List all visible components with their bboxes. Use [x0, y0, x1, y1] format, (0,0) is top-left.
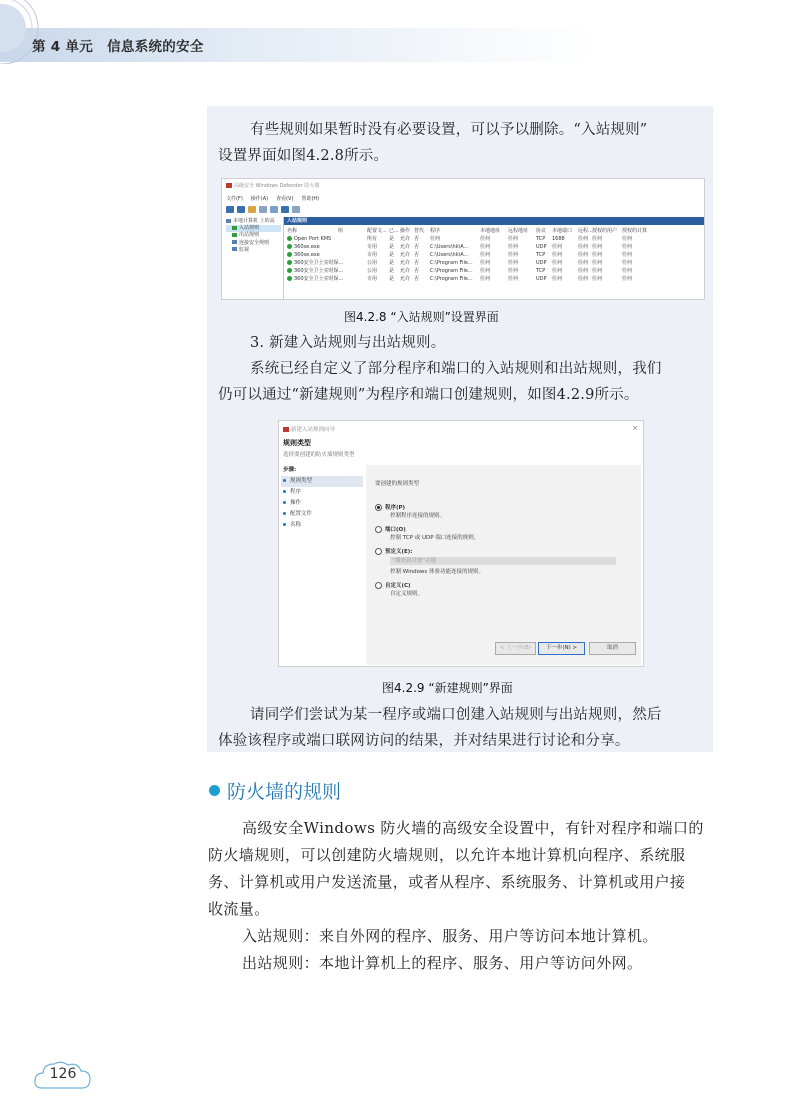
rule-name: 360se.exe [294, 252, 320, 258]
activity-para1-line1: 有些规则如果暂时没有必要设置，可以予以删除。“入站规则” [250, 122, 648, 138]
column-header: 授权的计算 [622, 228, 648, 234]
forward-icon[interactable] [237, 206, 245, 213]
fig1-pane-title: 入站规则 [284, 217, 704, 225]
option-port[interactable]: 端口(O) [375, 525, 406, 533]
column-header: 替代 [414, 228, 425, 234]
fig1-window-title: 高级安全 Windows Defender 防火墙 [226, 182, 319, 189]
option-program-desc: 控制程序连接的规则。 [390, 513, 446, 519]
section-para1-line2: 防火墙规则，可以创建防火墙规则，以允许本地计算机向程序、系统服 [208, 846, 686, 864]
column-header: 已... [389, 228, 399, 234]
fig1-tree [226, 218, 281, 254]
activity-para2-line2: 仍可以通过“新建规则”为程序和端口创建规则，如图4.2.9所示。 [218, 387, 639, 403]
table-cell: 专用 [367, 244, 378, 250]
table-cell: TCP [536, 236, 546, 242]
table-cell: 任何 [578, 244, 589, 250]
table-cell: C:\Program File... [430, 268, 473, 274]
table-cell: 任何 [622, 268, 633, 274]
column-header: 名称 [287, 228, 298, 234]
table-cell: 任何 [578, 260, 589, 266]
firewall-inbound-rules-screenshot [221, 178, 705, 300]
fig2-question: 要创建的规则类型 [375, 481, 420, 487]
table-cell [287, 259, 343, 267]
table-cell: 是 [389, 276, 395, 282]
page-number: 126 [49, 1066, 77, 1082]
back-icon[interactable] [226, 206, 234, 213]
table-cell: 任何 [508, 236, 519, 242]
table-cell: 是 [389, 252, 395, 258]
step-action: 操作 [281, 498, 363, 509]
tree-root[interactable]: 本地计算机 上的高 [226, 218, 281, 225]
table-cell: 任何 [508, 252, 519, 258]
table-cell: 允许 [400, 276, 411, 282]
activity-para2-line1: 系统已经自定义了部分程序和端口的入站规则和出站规则，我们 [250, 361, 662, 377]
table-cell: 否 [414, 260, 420, 266]
tree-inbound[interactable]: 入站规则 [226, 225, 281, 232]
properties-icon[interactable] [259, 206, 267, 213]
column-header: 远程... [578, 228, 593, 234]
table-cell: 任何 [592, 244, 603, 250]
menu-action[interactable]: 操作(A) [250, 196, 269, 202]
option-port-desc: 控制 TCP 或 UDP 端口连接的规则。 [390, 535, 480, 541]
column-header: 本地端口 [552, 228, 573, 234]
table-cell [287, 235, 331, 243]
rule-enabled-icon [287, 236, 292, 241]
table-cell [287, 243, 320, 251]
activity-step3: 3. 新建入站规则与出站规则。 [250, 335, 446, 351]
activity-para1-line2: 设置界面如图4.2.8所示。 [218, 148, 389, 164]
section-title: 防火墙的规则 [227, 781, 342, 803]
table-cell: 任何 [592, 260, 603, 266]
fig1-rules-pane [283, 217, 704, 299]
rule-enabled-icon [287, 252, 292, 257]
new-rule-wizard-screenshot [278, 420, 644, 667]
unit-label: 第 4 单元 [32, 39, 94, 55]
fig1-menubar [226, 195, 327, 202]
table-cell: TCP [536, 252, 546, 258]
step-program: 程序 [281, 487, 363, 498]
table-cell [287, 275, 343, 283]
table-cell: 允许 [400, 252, 411, 258]
section-bullet-icon [209, 785, 220, 796]
unit-title: 信息系统的安全 [107, 39, 204, 55]
fig1-toolbar [226, 206, 303, 215]
table-cell: 任何 [508, 244, 519, 250]
table-cell: 任何 [622, 244, 633, 250]
option-custom[interactable]: 自定义(C) [375, 581, 411, 589]
table-cell: 任何 [480, 276, 491, 282]
column-header: 授权的用户 [592, 228, 618, 234]
table-cell: 任何 [480, 244, 491, 250]
rule-name: 360安全卫士实时保... [294, 260, 344, 266]
section-para1-line1: 高级安全Windows 防火墙的高级安全设置中，有针对程序和端口的 [242, 819, 704, 837]
table-cell: 任何 [578, 236, 589, 242]
table-cell: UDP [536, 260, 547, 266]
section-para1-line3: 务、计算机或用户发送流量，或者从程序、系统服务、计算机或用户接 [208, 873, 686, 891]
firewall-app-icon [283, 427, 289, 432]
table-cell: 否 [414, 244, 420, 250]
table-cell: C:\Program File... [430, 276, 473, 282]
table-cell: 否 [414, 236, 420, 242]
table-cell: 任何 [552, 276, 563, 282]
table-cell: 任何 [508, 276, 519, 282]
fig2-steps [281, 465, 363, 531]
table-cell: 任何 [622, 236, 633, 242]
section-para2: 入站规则：来自外网的程序、服务、用户等访问本地计算机。 [242, 927, 658, 945]
column-header: 操作 [400, 228, 411, 234]
table-cell: UDP [536, 244, 547, 250]
steps-label: 步骤: [283, 467, 297, 473]
rule-enabled-icon [287, 268, 292, 273]
figure2-caption: 图4.2.9 “新建规则”界面 [382, 681, 513, 695]
next-button[interactable]: 下一步(N) > [538, 642, 585, 655]
table-cell: 任何 [578, 252, 589, 258]
table-cell: 任何 [552, 268, 563, 274]
table-cell: 公用 [367, 268, 378, 274]
table-cell [287, 251, 320, 259]
table-cell: 允许 [400, 260, 411, 266]
table-cell: 任何 [552, 252, 563, 258]
rule-name: 360安全卫士实时保... [294, 268, 344, 274]
help-icon[interactable] [281, 206, 289, 213]
table-cell: 任何 [592, 268, 603, 274]
fig2-heading: 规则类型 [283, 439, 311, 447]
rule-enabled-icon [287, 260, 292, 265]
fig2-main-pane [366, 465, 641, 665]
table-cell: 任何 [480, 236, 491, 242]
table-cell: 任何 [622, 260, 633, 266]
column-header: 协议 [536, 228, 547, 234]
table-cell: 1688 [552, 236, 565, 242]
table-cell: 任何 [552, 244, 563, 250]
table-cell: C:\Users\hk\A... [430, 244, 469, 250]
tree-outbound[interactable]: 出站规则 [226, 232, 281, 239]
figure1-caption: 图4.2.8 “入站规则”设置界面 [344, 310, 499, 324]
rule-name: 360se.exe [294, 244, 320, 250]
chapter-header [32, 35, 218, 55]
back-button[interactable]: < 上一步(B) [495, 642, 536, 655]
table-cell: C:\Program File... [430, 260, 473, 266]
table-cell: UDP [536, 276, 547, 282]
table-cell: TCP [536, 268, 546, 274]
table-cell: 任何 [622, 252, 633, 258]
column-header: 组 [338, 228, 344, 234]
menu-file[interactable]: 文件(F) [226, 196, 243, 202]
predefined-dropdown[interactable]: “播放到设备”功能 [390, 557, 616, 565]
table-cell: 任何 [592, 236, 603, 242]
table-cell: 任何 [480, 268, 491, 274]
table-cell: 公用 [367, 260, 378, 266]
table-cell: 任何 [480, 252, 491, 258]
folder-icon[interactable] [248, 206, 256, 213]
table-cell: 是 [389, 268, 395, 274]
table-cell: C:\Users\hk\A... [430, 252, 469, 258]
activity-para3-line1: 请同学们尝试为某一程序或端口创建入站规则与出站规则，然后 [250, 707, 662, 723]
rule-enabled-icon [287, 244, 292, 249]
column-header: 远程地址 [508, 228, 529, 234]
tree-connection-security[interactable]: 连接安全规则 [226, 240, 281, 247]
menu-view[interactable]: 查看(V) [276, 196, 294, 202]
column-header: 配置文... [367, 228, 387, 234]
export-icon[interactable] [270, 206, 278, 213]
table-cell: 任何 [480, 260, 491, 266]
option-predefined[interactable]: 预定义(E): [375, 547, 412, 555]
table-cell: 否 [414, 268, 420, 274]
table-cell: 任何 [508, 268, 519, 274]
console-icon[interactable] [292, 206, 300, 213]
table-cell: 允许 [400, 244, 411, 250]
table-cell: 任何 [430, 236, 441, 242]
firewall-app-icon [226, 183, 232, 188]
rule-name: 360安全卫士实时保... [294, 276, 344, 282]
activity-para3-line2: 体验该程序或端口联网访问的结果，并对结果进行讨论和分享。 [218, 733, 630, 749]
table-cell: 任何 [552, 260, 563, 266]
step-profile: 配置文件 [281, 509, 363, 520]
table-cell: 是 [389, 236, 395, 242]
table-cell: 所有 [367, 236, 378, 242]
table-cell: 否 [414, 252, 420, 258]
table-cell: 任何 [578, 276, 589, 282]
table-cell: 是 [389, 260, 395, 266]
step-name: 名称 [281, 520, 363, 531]
section-para3: 出站规则：本地计算机上的程序、服务、用户等访问外网。 [242, 954, 643, 972]
column-header: 本地地址 [480, 228, 501, 234]
column-header: 程序 [430, 228, 441, 234]
fig2-window-title: 新建入站规则向导 [283, 425, 335, 433]
cancel-button[interactable]: 取消 [589, 642, 636, 655]
step-rule-type: 规则类型 [281, 476, 363, 487]
table-cell: 否 [414, 276, 420, 282]
table-cell [287, 267, 343, 275]
table-cell: 任何 [622, 276, 633, 282]
menu-help[interactable]: 帮助(H) [301, 196, 320, 202]
rule-name: Open Port KMS [294, 236, 332, 242]
option-program[interactable]: 程序(P) [375, 503, 405, 511]
option-predefined-desc: 控制 Windows 体验功能连接的规则。 [390, 569, 485, 575]
table-cell: 专用 [367, 252, 378, 258]
tree-monitoring[interactable]: 监视 [226, 247, 281, 254]
table-cell: 允许 [400, 268, 411, 274]
rule-enabled-icon [287, 276, 292, 281]
table-cell: 任何 [578, 268, 589, 274]
section-para1-line4: 收流量。 [208, 900, 270, 918]
fig2-subheading: 选择要创建的防火墙规则类型 [283, 452, 355, 458]
close-icon[interactable]: × [632, 424, 638, 432]
table-cell: 任何 [592, 252, 603, 258]
table-cell: 允许 [400, 236, 411, 242]
option-custom-desc: 自定义规则。 [390, 591, 424, 597]
table-cell: 任何 [508, 260, 519, 266]
table-cell: 任何 [592, 276, 603, 282]
table-cell: 专用 [367, 276, 378, 282]
table-cell: 是 [389, 244, 395, 250]
